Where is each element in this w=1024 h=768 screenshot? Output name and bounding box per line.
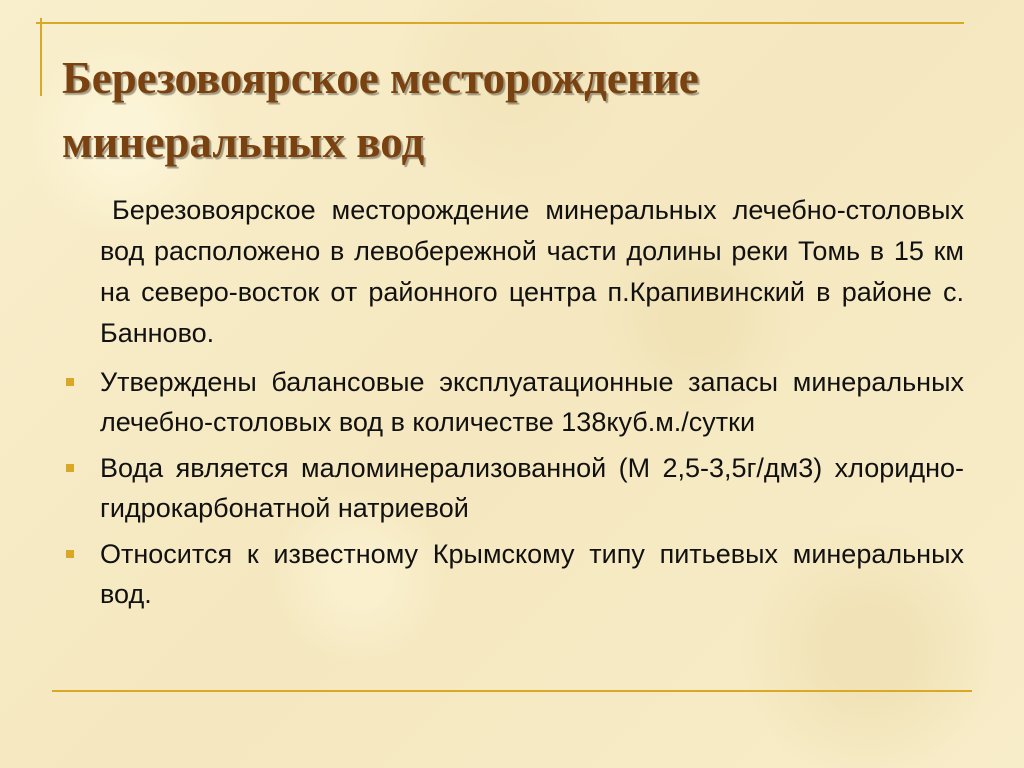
slide-title-line-1: Березовоярское месторождение bbox=[62, 53, 699, 103]
square-bullet-icon bbox=[66, 378, 74, 386]
left-rule bbox=[40, 18, 42, 96]
bullet-item bbox=[62, 362, 964, 442]
bullet-item bbox=[62, 534, 964, 614]
bullet-item bbox=[62, 448, 964, 528]
bullet-text: Утверждены балансовые эксплуатационные запасы минеральных лечебно-столовых вод в количестве 138куб.м./сутки bbox=[100, 367, 964, 437]
slide-title bbox=[62, 46, 962, 174]
slide-body bbox=[62, 190, 964, 620]
slide-title-line-2: минеральных вод bbox=[62, 117, 425, 167]
bottom-rule bbox=[52, 690, 972, 692]
square-bullet-icon bbox=[66, 464, 74, 472]
intro-paragraph: Березовоярское месторождение минеральных лечебно-столовых вод расположено в левобережной части долины реки Томь в 15 км на северо-восток от районного центра п.Крапивинский в районе с. Банново. bbox=[100, 195, 964, 348]
bullet-text: Вода является маломинерализованной (М 2,5-3,5г/дм3) хлоридно-гидрокарбонатной натриевой bbox=[100, 453, 964, 523]
square-bullet-icon bbox=[66, 550, 74, 558]
bullet-text: Относится к известному Крымскому типу питьевых минеральных вод. bbox=[100, 539, 964, 609]
top-rule bbox=[36, 22, 964, 24]
bullet-list bbox=[62, 362, 964, 614]
